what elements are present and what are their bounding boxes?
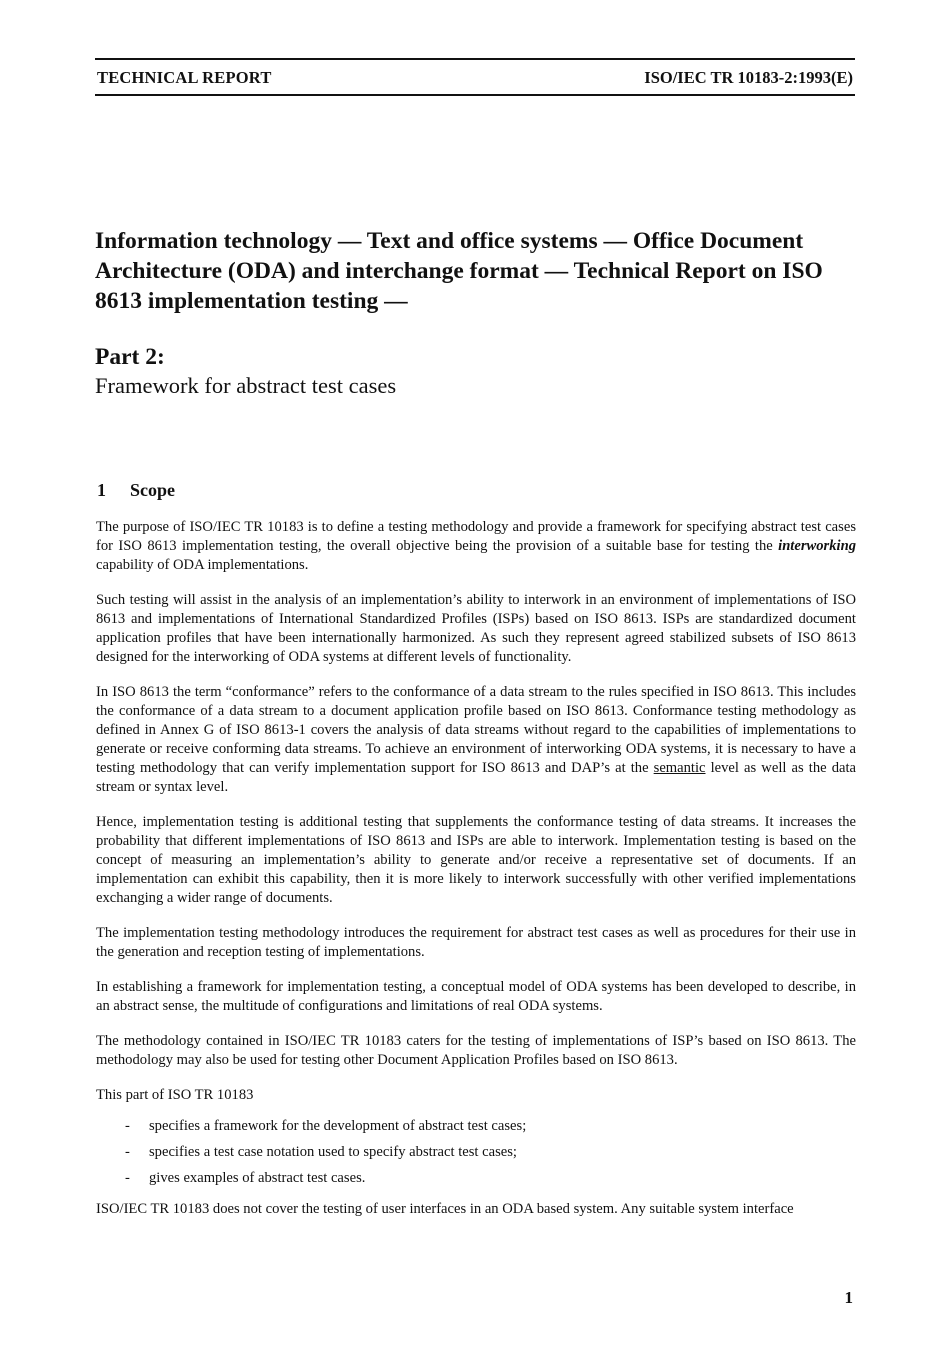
part-label: Part 2: bbox=[95, 344, 165, 370]
paragraph-purpose-start: The purpose of ISO/IEC TR 10183 is to define a testing methodology and provide a framework for specifying abstract test cases for ISO 8613 implementation testing, the overall objective being the provision of a suitable base for testing the bbox=[96, 519, 856, 554]
list-item bbox=[125, 1117, 856, 1136]
section-number: 1 bbox=[97, 480, 106, 500]
header-top-rule bbox=[95, 58, 855, 60]
document-title: Information technology — Text and office systems — Office Document Architecture (ODA) and interchange format — Technical Report on ISO 8613 implementation testing — bbox=[95, 228, 823, 314]
paragraph-purpose-end: capability of ODA implementations. bbox=[96, 557, 309, 573]
list-item-text: specifies a framework for the development of abstract test cases; bbox=[149, 1118, 527, 1134]
list-item-text: specifies a test case notation used to specify abstract test cases; bbox=[149, 1144, 517, 1160]
scope-list bbox=[96, 1117, 856, 1188]
emphasis-interworking: interworking bbox=[778, 538, 856, 554]
paragraph-implementation-testing: Hence, implementation testing is additional testing that supplements the conformance testing of data streams. It increases the probability that different implementations of ISO 8613 and ISPs are able to interwork. Implementation testing is based on the concept of measuring an implementation’s ability to generate and/or receive a representative set of documents. If an implementation can exhibit this capability, then it is more likely to interwork successfully with other verified implementations exchanging a wider range of documents. bbox=[96, 814, 856, 906]
header-report-type: TECHNICAL REPORT bbox=[97, 68, 272, 87]
paragraph-conformance-start: In ISO 8613 the term “conformance” refers to the conformance of a data stream to the rules specified in ISO 8613. This includes the conformance of a data stream to a document application profile based on ISO 8613. Conformance testing methodology as defined in Annex G of ISO 8613-1 covers the analysis of data streams without regard to the capabilities of implementations to generate or receive conforming data streams. To achieve an environment of interworking ODA systems, it is necessary to have a testing methodology that can verify implementation support for ISO 8613 and DAP’s at the bbox=[96, 684, 856, 776]
paragraph-methodology: The implementation testing methodology introduces the requirement for abstract test cases as well as procedures for their use in the generation and reception testing of implementations. bbox=[96, 925, 856, 960]
section-heading bbox=[97, 480, 175, 501]
list-item bbox=[125, 1169, 856, 1188]
scope-body bbox=[96, 518, 856, 1235]
paragraph-purpose bbox=[96, 518, 856, 575]
header-bottom-rule bbox=[95, 94, 855, 96]
list-item-text: gives examples of abstract test cases. bbox=[149, 1170, 366, 1186]
paragraph-isp-testing: The methodology contained in ISO/IEC TR 10183 caters for the testing of implementations of ISP’s based on ISO 8613. The methodology may also be used for testing other Document Application Profiles based on ISO 8613. bbox=[96, 1033, 856, 1068]
paragraph-framework: In establishing a framework for implementation testing, a conceptual model of ODA systems has been developed to describe, in an abstract sense, the multitude of configurations and limitations of real ODA systems. bbox=[96, 979, 856, 1014]
list-dash: - bbox=[125, 1144, 130, 1160]
section-title: Scope bbox=[130, 480, 175, 500]
list-item bbox=[125, 1143, 856, 1162]
page-number: 1 bbox=[844, 1288, 853, 1307]
paragraph-conformance bbox=[96, 683, 856, 797]
part-subtitle: Framework for abstract test cases bbox=[95, 373, 397, 398]
paragraph-conformance-end: level as well as the data stream or syntax level. bbox=[96, 760, 856, 795]
paragraph-this-part: This part of ISO TR 10183 bbox=[96, 1087, 254, 1103]
paragraph-user-interfaces: ISO/IEC TR 10183 does not cover the testing of user interfaces in an ODA based system. Any suitable system interface bbox=[96, 1201, 794, 1217]
list-dash: - bbox=[125, 1170, 130, 1186]
list-dash: - bbox=[125, 1118, 130, 1134]
paragraph-interwork: Such testing will assist in the analysis of an implementation’s ability to interwork in an environment of implementations of ISO 8613 and implementations of International Standardized Profiles (ISPs) based on ISO 8613. ISPs are standardized document application profiles that have been internationally harmonized. As such they represent agreed stabilized subsets of ISO 8613 designed for the interworking of ODA systems at different levels of functionality. bbox=[96, 592, 856, 665]
header-document-id: ISO/IEC TR 10183-2:1993(E) bbox=[644, 68, 853, 87]
underline-semantic: semantic bbox=[653, 760, 706, 776]
